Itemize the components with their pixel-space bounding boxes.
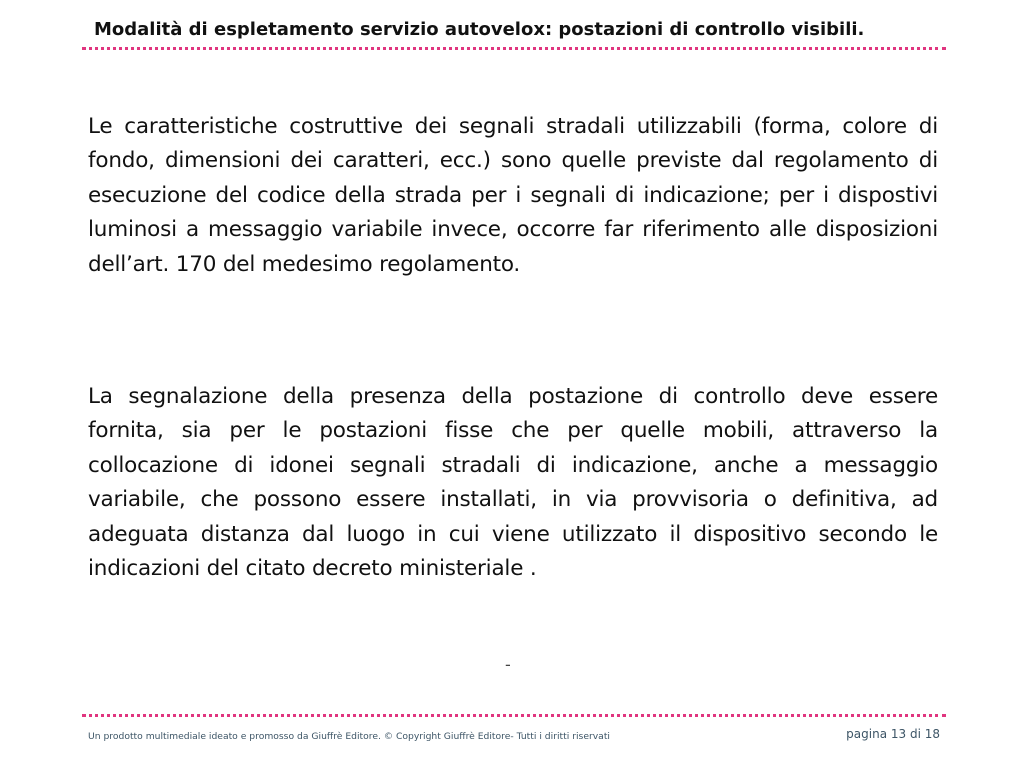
dash-mark: - [505, 655, 511, 674]
bottom-divider [82, 714, 946, 717]
footer-credit: Un prodotto multimediale ideato e promosso da Giuffrè Editore. © Copyright Giuffrè Editore- Tutti i diritti riservati [88, 731, 610, 742]
page-number: pagina 13 di 18 [846, 727, 940, 741]
top-divider [82, 47, 946, 50]
slide-title: Modalità di espletamento servizio autovelox: postazioni di controllo visibili. [94, 19, 865, 40]
body-paragraph: La segnalazione della presenza della postazione di controllo deve essere fornita, sia per le postazioni fisse che per quelle mobili, attraverso la collocazione di idonei segnali stradali di indicazione, anche a messaggio variabile, che possono essere installati, in via provvisoria o definitiva, ad adeguata distanza dal luogo in cui viene utilizzato il dispositivo secondo le indicazioni del citato decreto ministeriale . [88, 384, 938, 582]
body-paragraph: Le caratteristiche costruttive dei segnali stradali utilizzabili (forma, colore di fondo, dimensioni dei caratteri, ecc.) sono quelle previste dal regolamento di esecuzione del codice della strada per i segnali di indicazione; per i dispostivi luminosi a messaggio variabile invece, occorre far riferimento alle disposizioni dell’art. 170 del medesimo regolamento. [88, 114, 938, 277]
